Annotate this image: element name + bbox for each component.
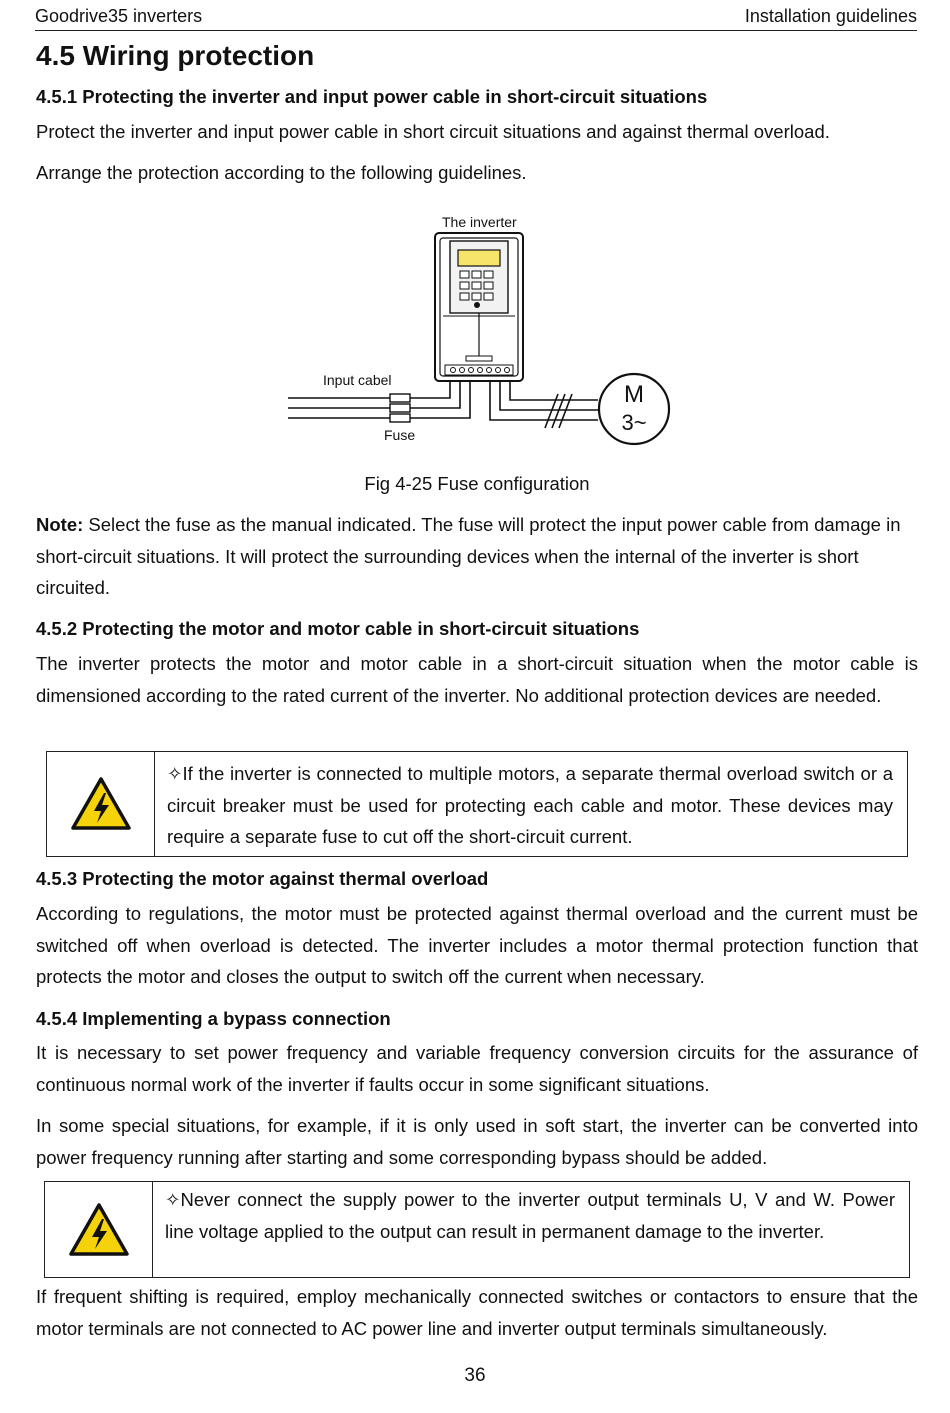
paragraph: According to regulations, the motor must be protected against thermal overload and the current must be switched off when overload is detected. The inverter includes a motor thermal protection function that protects the motor and closes the output to switch off the current when necessary. — [36, 903, 918, 987]
warning-box — [46, 751, 908, 857]
subsection-title-4-5-3: 4.5.3 Protecting the motor against thermal overload — [36, 868, 489, 889]
motor-label: M — [624, 381, 644, 408]
paragraph: The inverter protects the motor and motor cable in a short-circuit situation when the motor cable is dimensioned according to the rated current of the inverter. No additional protection devices are needed. — [36, 653, 918, 706]
warning-message: If the inverter is connected to multiple motors, a separate thermal overload switch or a circuit breaker must be used for protecting each cable and motor. These devices may require a separate fuse to cut off the short-circuit current. — [167, 763, 893, 847]
page-header — [35, 4, 917, 31]
paragraph: It is necessary to set power frequency and variable frequency conversion circuits for the assurance of continuous normal work of the inverter if faults occur in some significant situations. — [36, 1042, 918, 1095]
warning-message: Never connect the supply power to the inverter output terminals U, V and W. Power line voltage applied to the output can result in permanent damage to the inverter. — [165, 1189, 895, 1242]
fuse-configuration-diagram — [280, 208, 680, 463]
paragraph: In some special situations, for example, if it is only used in soft start, the inverter can be converted into power frequency running after starting and some corresponding bypass should be added. — [36, 1115, 918, 1168]
section-title: 4.5 Wiring protection — [36, 40, 315, 71]
paragraph: Protect the inverter and input power cable in short circuit situations and against thermal overload. — [36, 121, 830, 142]
electric-shock-warning-icon — [70, 776, 132, 832]
four-point-star-icon: ✧ — [167, 763, 183, 784]
header-left: Goodrive35 inverters — [35, 6, 203, 26]
header-right: Installation guidelines — [744, 6, 917, 26]
warning-icon-cell — [47, 752, 155, 856]
figure-caption: Fig 4-25 Fuse configuration — [364, 473, 590, 494]
warning-text — [167, 758, 893, 853]
label-fuse: Fuse — [384, 427, 416, 443]
subsection-title-4-5-2: 4.5.2 Protecting the motor and motor cable in short-circuit situations — [36, 618, 640, 639]
subsection-title-4-5-4: 4.5.4 Implementing a bypass connection — [36, 1008, 391, 1029]
output-cable — [490, 380, 598, 428]
note-text: Select the fuse as the manual indicated. The fuse will protect the input power cable from damage in short-circuit situations. It will protect the surrounding devices when the internal of the inverter is short circuited. — [36, 514, 901, 598]
label-the-inverter: The inverter — [442, 214, 517, 230]
fuse-symbols — [390, 394, 410, 422]
warning-text — [165, 1184, 895, 1247]
warning-box — [44, 1181, 910, 1278]
motor-phase-label: 3~ — [621, 410, 647, 435]
four-point-star-icon: ✧ — [165, 1189, 181, 1210]
inverter-display — [458, 250, 500, 266]
paragraph: Arrange the protection according to the following guidelines. — [36, 162, 527, 183]
note-paragraph — [36, 509, 918, 604]
page-number: 36 — [464, 1365, 486, 1386]
warning-icon-cell — [45, 1182, 153, 1277]
subsection-title-4-5-1: 4.5.1 Protecting the inverter and input power cable in short-circuit situations — [36, 86, 708, 107]
note-label: Note: — [36, 514, 84, 535]
paragraph: If frequent shifting is required, employ mechanically connected switches or contactors to ensure that the motor terminals are not connected to AC power line and inverter output terminals simultaneously. — [36, 1286, 918, 1339]
label-input-cable: Input cabel — [323, 372, 392, 388]
electric-shock-warning-icon — [68, 1202, 130, 1258]
